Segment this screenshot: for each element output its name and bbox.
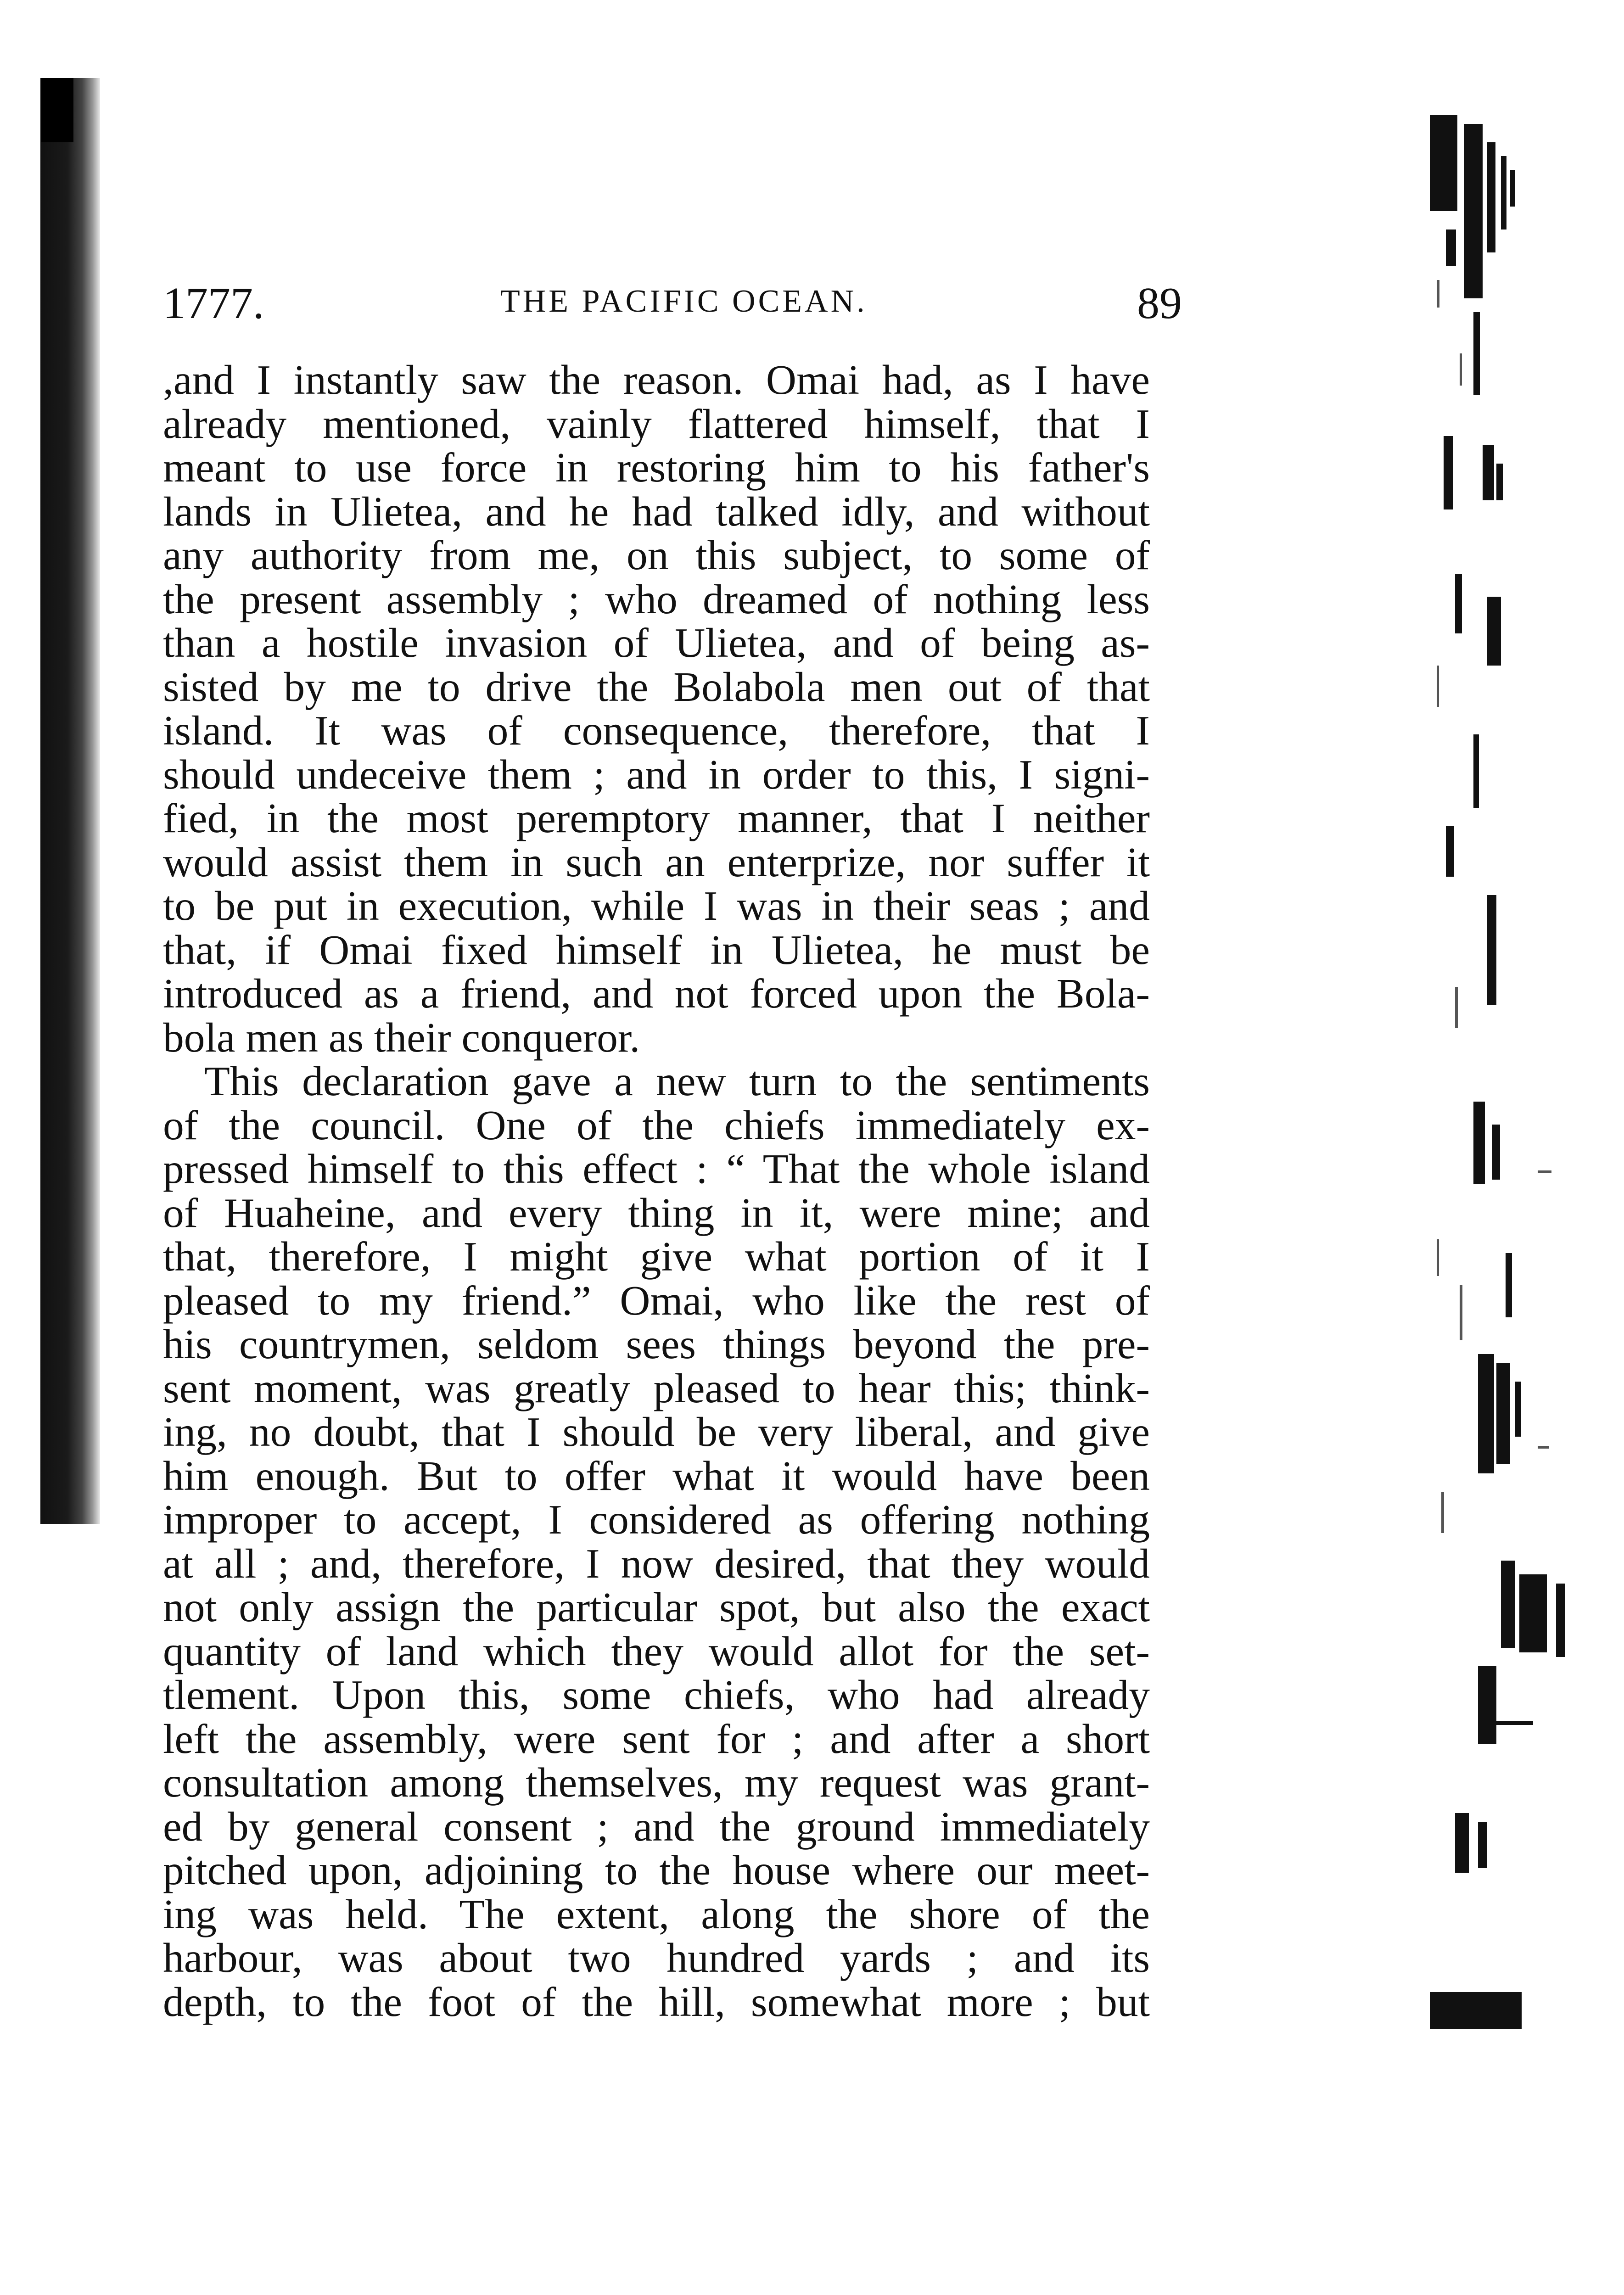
bleed-through-block: [1430, 1992, 1522, 2029]
text-line: of Huaheine, and every thing in it, were mine; and: [163, 1189, 1150, 1236]
text-line: should undeceive them ; and in order to this, I signi-: [163, 750, 1150, 798]
text-line: improper to accept, I considered as offering nothing: [163, 1496, 1150, 1543]
text-line: of the council. One of the chiefs immediately ex-: [163, 1101, 1150, 1148]
paragraph-start-line: This declaration gave a new turn to the sentiments: [204, 1058, 1150, 1104]
text-line: quantity of land which they would allot for the set-: [163, 1627, 1150, 1674]
text-line: tlement. Upon this, some chiefs, who had already: [163, 1671, 1150, 1718]
text-line: consultation among themselves, my request was grant-: [163, 1759, 1150, 1806]
text-line: harbour, was about two hundred yards ; and its: [163, 1934, 1150, 1981]
text-line: that, if Omai fixed himself in Ulietea, he must be: [163, 926, 1150, 973]
text-line: pleased to my friend.” Omai, who like the rest of: [163, 1276, 1150, 1324]
text-line: fied, in the most peremptory manner, that I neither: [163, 795, 1150, 841]
text-line: depth, to the foot of the hill, somewhat more ; but: [163, 1978, 1150, 2025]
text-line: already mentioned, vainly flattered himself, that I: [163, 400, 1150, 447]
header-year: 1777.: [163, 279, 264, 328]
text-line: island. It was of consequence, therefore, that I: [163, 707, 1150, 754]
text-line: would assist them in such an enterprize, nor suffer it: [163, 838, 1150, 885]
text-line: pitched upon, adjoining to the house where our meet-: [163, 1847, 1150, 1893]
page-number: 89: [1137, 279, 1182, 328]
text-line: at all ; and, therefore, I now desired, that they would: [163, 1539, 1150, 1587]
body-text: [163, 358, 1150, 2024]
text-line: ing was held. The extent, along the shore of the: [163, 1890, 1150, 1937]
text-line: ed by general consent ; and the ground immediately: [163, 1802, 1150, 1850]
text-line: his countrymen, seldom sees things beyond the pre-: [163, 1321, 1150, 1367]
text-line: meant to use force in restoring him to his father's: [163, 444, 1150, 491]
text-line: pressed himself to this effect : “ That the whole island: [163, 1145, 1150, 1192]
text-line: to be put in execution, while I was in their seas ; and: [163, 882, 1150, 929]
paragraph-end-line: bola men as their conqueror.: [163, 1013, 640, 1061]
binding-shadow: [40, 78, 100, 1524]
text-line: not only assign the particular spot, but also the exact: [163, 1584, 1150, 1630]
text-line: sent moment, was greatly pleased to hear this; think-: [163, 1364, 1150, 1411]
text-line: ing, no doubt, that I should be very liberal, and give: [163, 1408, 1150, 1455]
text-line: the present assembly ; who dreamed of nothing less: [163, 575, 1150, 622]
text-line: ,and I instantly saw the reason. Omai had, as I have: [163, 356, 1150, 403]
text-line: that, therefore, I might give what portion of it I: [163, 1233, 1150, 1280]
running-header: [163, 278, 1182, 333]
text-line: left the assembly, were sent for ; and after a short: [163, 1715, 1150, 1762]
text-line: him enough. But to offer what it would have been: [163, 1452, 1150, 1499]
text-line: any authority from me, on this subject, to some of: [163, 532, 1150, 578]
binding-edge: [41, 78, 73, 142]
text-line: than a hostile invasion of Ulietea, and of being as-: [163, 619, 1150, 666]
text-line: sisted by me to drive the Bolabola men out of that: [163, 663, 1150, 710]
bleed-through-marks: [1428, 115, 1565, 1928]
text-line: introduced as a friend, and not forced upon the Bola-: [163, 970, 1150, 1017]
running-title: THE PACIFIC OCEAN.: [500, 284, 868, 319]
text-line: lands in Ulietea, and he had talked idly, and without: [163, 487, 1150, 535]
